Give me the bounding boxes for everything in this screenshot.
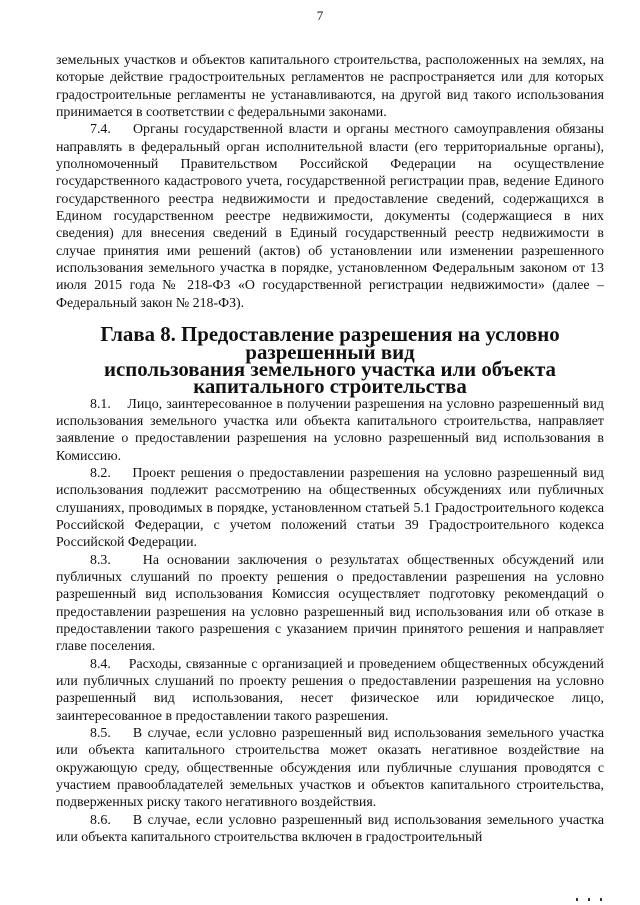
paragraph-text: Проект решения о предоставлении разрешения на условно разрешенный вид использования подлежит рассмотрению на общественных обсуждениях или публичных слушаниях, проводимых в порядке, установленном статьей 5.1 Градостроительного кодекса Российской Федерации, с учетом положений статьи 39 Градостроительного кодекса Российской Федерации. xyxy=(56,465,604,551)
paragraph-number: 8.3. xyxy=(90,552,135,568)
paragraph-text: На основании заключения о результатах общественных обсуждений или публичных слушаний по проекту решения о предоставлении разрешения на условно разрешенный вид использования Комиссия осуществляет подготовку рекомендаций о предоставлении разрешения на условно разрешенный вид использования или об отказе в предоставлении такого разрешения с указанием причин принятого решения и направляет главе поселения. xyxy=(56,552,604,655)
paragraph-8-6 xyxy=(56,812,604,847)
paragraph-8-3 xyxy=(56,552,604,656)
paragraph-8-4 xyxy=(56,656,604,725)
scan-mark xyxy=(600,898,602,901)
paragraph-number: 7.4. xyxy=(90,122,128,138)
paragraph-number: 8.2. xyxy=(90,465,127,481)
scan-mark xyxy=(576,898,578,901)
paragraph-text: Расходы, связанные с организацией и проведением общественных обсуждений или публичных слушаний по проекту решения о предоставлении разрешения на условно разрешенный вид использования, несет физическое или юридическое лицо, заинтересованное в предоставлении такого разрешения. xyxy=(56,656,604,724)
paragraph-8-1 xyxy=(56,396,604,465)
paragraph-text: В случае, если условно разрешенный вид использования земельного участка или объекта капитального строительства включен в градостроительный xyxy=(56,812,604,846)
paragraph-text: земельных участков и объектов капитального строительства, расположенных на землях, на которые действие градостроительных регламентов не распространяется или для которых градостроительные регламенты не устанавливаются, на другой вид такого использования принимается в соответствии с федеральными законами. xyxy=(56,53,604,121)
paragraph-8-5 xyxy=(56,725,604,812)
paragraph-text: Лицо, заинтересованное в получении разрешения на условно разрешенный вид использования земельного участка или объекта капитального строительства, направляет заявление о предоставлении разрешения на условно разрешенный вид использования в Комиссию. xyxy=(56,396,604,464)
page-number: 7 xyxy=(316,8,324,23)
scan-artifact-marks xyxy=(574,895,604,901)
paragraph-8-2 xyxy=(56,465,604,552)
scan-mark xyxy=(588,898,590,901)
paragraph-7-4 xyxy=(56,121,604,312)
paragraph-number: 8.6. xyxy=(90,812,128,828)
chapter-heading-line-2: использования земельного участка или объекта капитального строительства xyxy=(104,356,556,399)
paragraph-number: 8.4. xyxy=(90,656,125,672)
chapter-heading-line-1: Глава 8. Предоставление разрешения на условно разрешенный вид xyxy=(100,322,560,364)
paragraph-number: 8.5. xyxy=(90,726,128,742)
paragraph-text: Органы государственной власти и органы местного самоуправления обязаны направлять в федеральный орган исполнительной власти (его территориальные органы), уполномоченный Правительством Российской Федерации на осуществление государственного кадастрового учета, государственной регистрации прав, ведение Единого государственного реестра недвижимости и предоставление сведений, содержащихся в Едином государственном реестре недвижимости, документы (содержащиеся в них сведения) для внесения сведений в Единый государственный реестр недвижимости в случае принятия ими решений (актов) об установлении или изменении разрешенного использования земельного участка в порядке, установленном Федеральным законом от 13 июля 2015 года № 218-ФЗ «О государственной регистрации недвижимости» (далее – Федеральный закон № 218-ФЗ). xyxy=(56,122,604,311)
paragraph-continuation xyxy=(56,52,604,121)
paragraph-text: В случае, если условно разрешенный вид использования земельного участка или объекта капитального строительства может оказать негативное воздействие на окружающую среду, общественные обсуждения или публичные слушания проводятся с участием правообладателей земельных участков и объектов капитального строительства, подверженных риску такого негативного воздействия. xyxy=(56,726,604,811)
document-body xyxy=(56,52,604,846)
chapter-heading xyxy=(56,322,604,399)
paragraph-number: 8.1. xyxy=(90,396,124,412)
